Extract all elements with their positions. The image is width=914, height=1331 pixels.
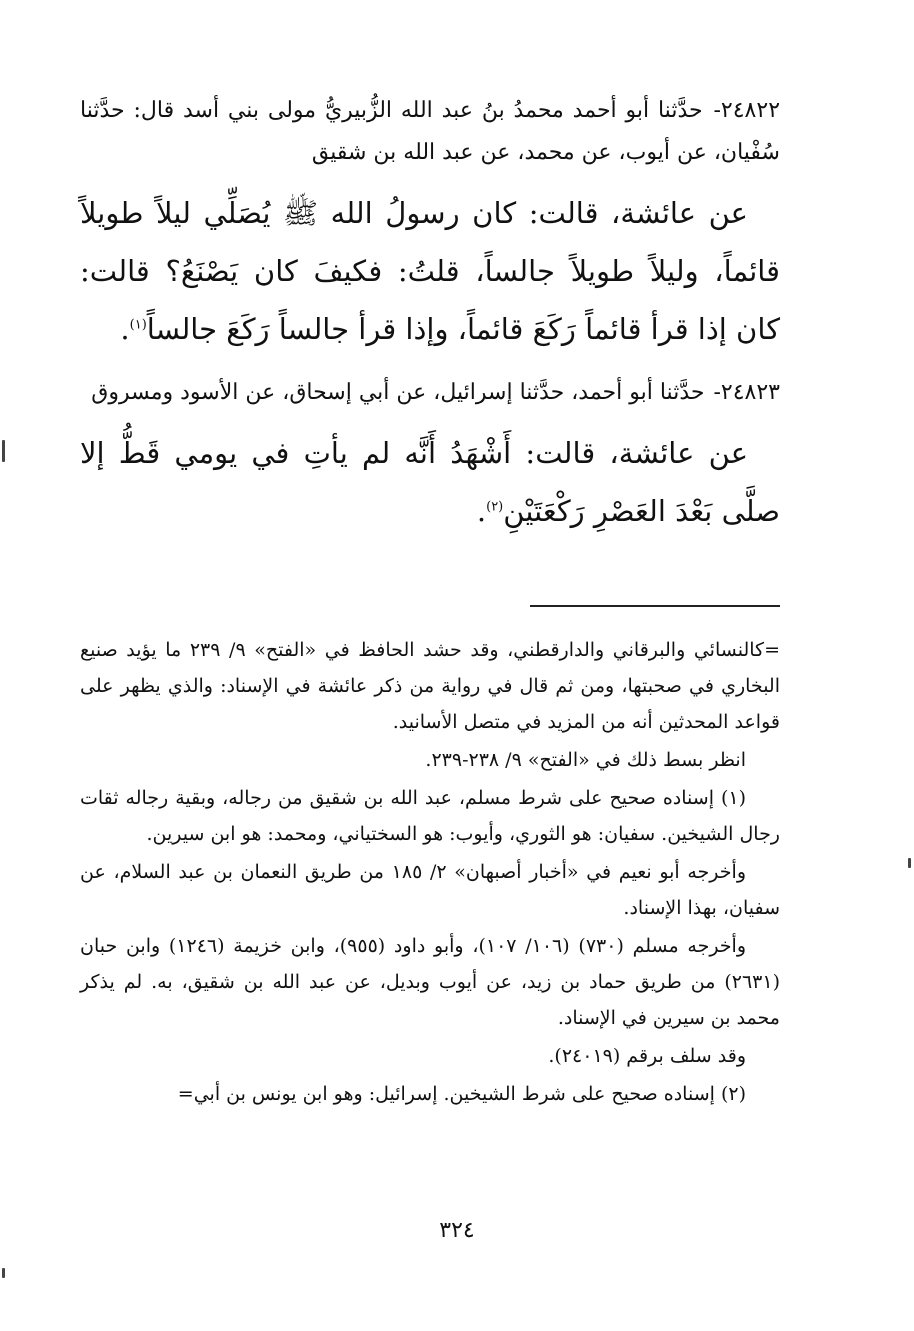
footnote-paragraph: انظر بسط ذلك في «الفتح» ٩/ ٢٣٨-٢٣٩.: [425, 749, 746, 771]
hadith-1-end: .: [120, 312, 130, 346]
scan-edge-mark: [908, 858, 911, 868]
hadith-1-isnad-text: حدَّثنا أبو أحمد محمدُ بنُ عبد الله الزُّبيريُّ مولى بني أسد قال: حدَّثنا سُفْيان، عن أيوب، عن محمد، عن عبد الله بن شقيق: [80, 98, 780, 165]
footnote-paragraph: وأخرجه مسلم (٧٣٠) (١٠٦/ ١٠٧)، وأبو داود (٩٥٥)، وابن خزيمة (١٢٤٦) وابن حبان (٢٦٣١) من طريق حماد بن زيد، عن أيوب وبديل، عن عبد الله بن شقيق، به. لم يذكر محمد بن سيرين في الإسناد.: [80, 935, 780, 1029]
hadith-1-matn-text: عن عائشة، قالت: كان رسولُ الله ﷺ يُصَلِّي ليلاً طويلاً قائماً، وليلاً طويلاً جالساً، قلتُ: فكيفَ كان يَصْنَعُ؟ قالت: كان إذا قرأ قائماً رَكَعَ قائماً، وإذا قرأ جالساً رَكَعَ جالساً: [80, 196, 780, 346]
hadith-2-footnote-mark: (٢): [486, 499, 504, 515]
hadith-2-end: .: [476, 494, 487, 528]
hadith-1-footnote-mark: (١): [129, 317, 147, 333]
hadith-1-number: ٢٤٨٢٢-: [713, 98, 781, 123]
footnote-paragraph: وقد سلف برقم (٢٤٠١٩).: [548, 1045, 746, 1067]
hadith-2-number: ٢٤٨٢٣-: [713, 380, 780, 405]
footnote-separator: [530, 605, 780, 607]
page-number: ٣٢٤: [439, 1218, 475, 1243]
footnote-paragraph: وأخرجه أبو نعيم في «أخبار أصبهان» ٢/ ١٨٥ من طريق النعمان بن عبد السلام، عن سفيان، بهذا الإسناد.: [80, 861, 780, 919]
hadith-2-matn: [80, 424, 780, 540]
hadith-1-isnad: [80, 90, 780, 174]
hadith-1-matn: [80, 184, 780, 358]
footnote-paragraph: (٢) إسناده صحيح على شرط الشيخين. إسرائيل: وهو ابن يونس بن أبي=: [177, 1083, 746, 1105]
footnote-paragraph: (١) إسناده صحيح على شرط مسلم، عبد الله بن شقيق من رجاله، وبقية رجاله ثقات رجال الشيخين. سفيان: هو الثوري، وأيوب: هو السختياني، ومحمد: هو ابن سيرين.: [80, 787, 780, 845]
scan-edge-mark: [2, 440, 5, 462]
hadith-2-isnad-text: حدَّثنا أبو أحمد، حدَّثنا إسرائيل، عن أبي إسحاق، عن الأسود ومسروق: [91, 380, 705, 405]
hadith-2-matn-text: عن عائشة، قالت: أَشْهَدُ أَنَّه لم يأتِ في يومي قَطُّ إلا صلَّى بَعْدَ العَصْرِ رَكْعَتَيْنِ: [80, 436, 780, 528]
footnotes: [80, 632, 780, 1114]
footnote-paragraph: =كالنسائي والبرقاني والدارقطني، وقد حشد الحافظ في «الفتح» ٩/ ٢٣٩ ما يؤيد صنيع البخاري في صحبتها، ومن ثم قال في رواية من ذكر عائشة في الإسناد: والذي يظهر على قواعد المحدثين أنه من المزيد في متصل الأسانيد.: [80, 639, 780, 733]
scan-edge-mark: [2, 1268, 5, 1278]
main-text: [80, 90, 780, 554]
hadith-2-isnad: [80, 372, 780, 414]
